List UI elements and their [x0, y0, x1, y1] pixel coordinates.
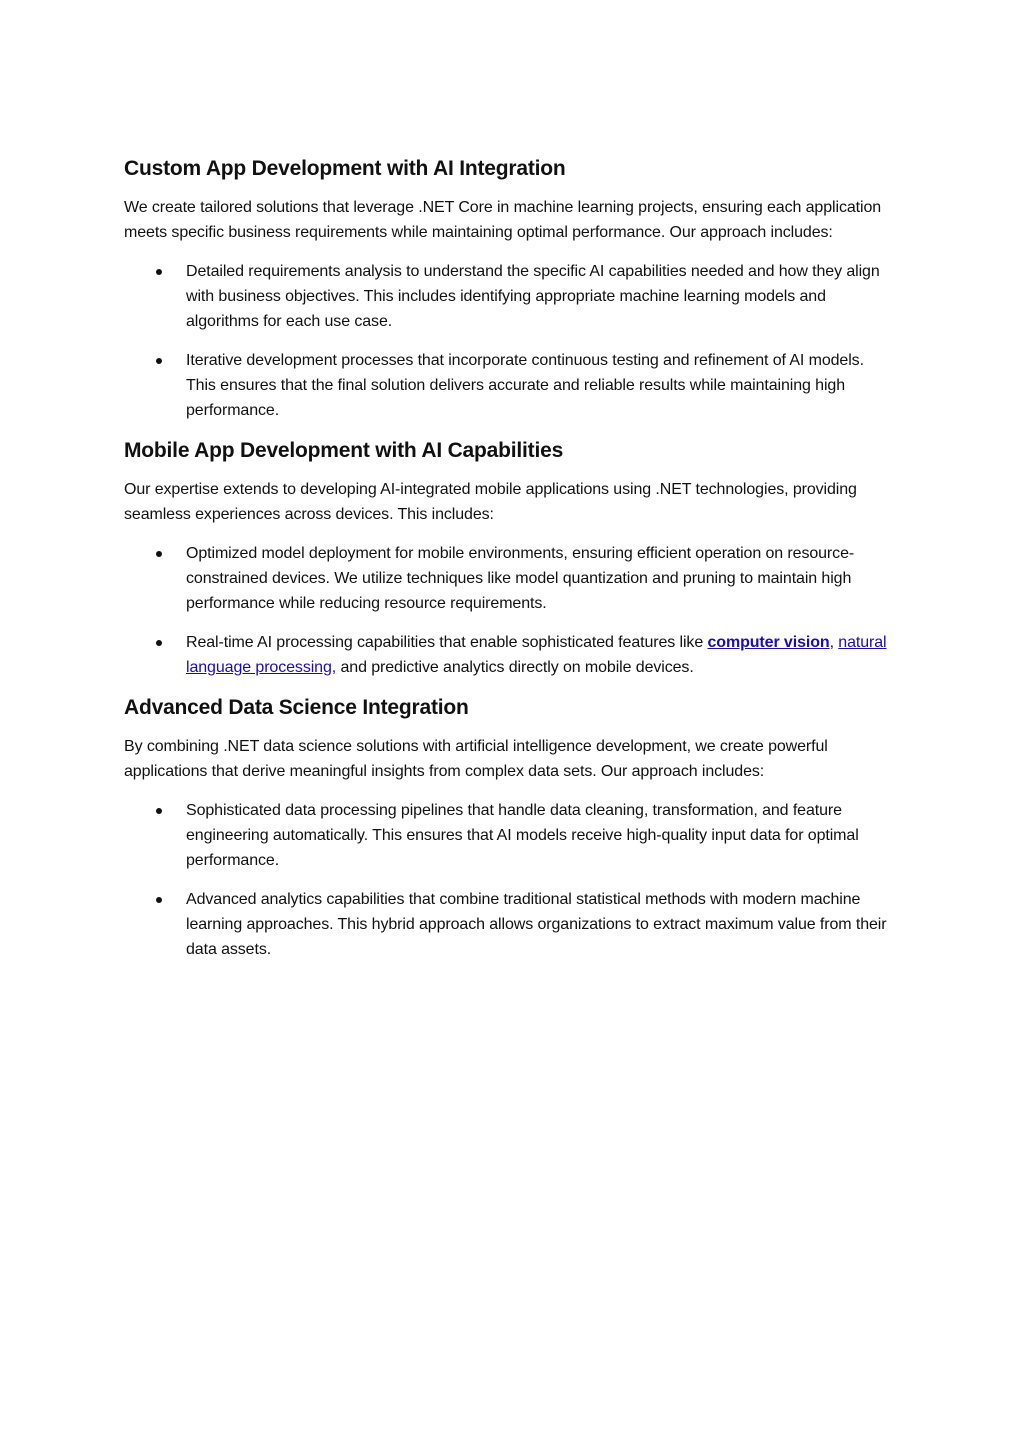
list-item — [124, 259, 896, 334]
section-heading: Mobile App Development with AI Capabilities — [124, 439, 564, 462]
list-item-text-after: and predictive analytics directly on mobile devices. — [336, 659, 694, 676]
bullet-list — [124, 541, 896, 680]
document-page — [124, 155, 896, 976]
bullet-icon — [156, 897, 162, 903]
list-item-text: Optimized model deployment for mobile environments, ensuring efficient operation on resource-constrained devices. We utilize techniques like model quantization and pruning to maintain high performance while reducing resource requirements. — [186, 545, 855, 612]
list-item-text: Detailed requirements analysis to understand the specific AI capabilities needed and how they align with business objectives. This includes identifying appropriate machine learning models and algorithms for each use case. — [186, 263, 880, 330]
bullet-icon — [156, 551, 162, 557]
bullet-icon — [156, 358, 162, 364]
section-intro: We create tailored solutions that leverage .NET Core in machine learning projects, ensuring each application meets specific business requirements while maintaining optimal performance. Our approach includes: — [124, 199, 882, 241]
list-item-text: Sophisticated data processing pipelines that handle data cleaning, transformation, and feature engineering automatically. This ensures that AI models receive high-quality input data for optimal performance. — [186, 802, 859, 869]
bullet-list — [124, 798, 896, 962]
list-item — [124, 887, 896, 962]
list-item — [124, 348, 896, 423]
list-item-text-before: Real-time AI processing capabilities that enable sophisticated features like — [186, 634, 708, 651]
section-data-science — [124, 694, 896, 962]
bullet-list — [124, 259, 896, 423]
section-intro: By combining .NET data science solutions with artificial intelligence development, we create powerful applications that derive meaningful insights from complex data sets. Our approach includes: — [124, 738, 828, 780]
list-item — [124, 798, 896, 873]
bullet-icon — [156, 808, 162, 814]
bullet-icon — [156, 640, 162, 646]
section-mobile-app — [124, 437, 896, 680]
list-item — [124, 541, 896, 616]
section-heading: Advanced Data Science Integration — [124, 696, 469, 719]
computer-vision-link[interactable]: computer vision — [707, 634, 830, 651]
list-item-text: Advanced analytics capabilities that combine traditional statistical methods with modern machine learning approaches. This hybrid approach allows organizations to extract maximum value from their data assets. — [186, 891, 887, 958]
section-intro: Our expertise extends to developing AI-integrated mobile applications using .NET technologies, providing seamless experiences across devices. This includes: — [124, 481, 857, 523]
list-item-text: Iterative development processes that incorporate continuous testing and refinement of AI models. This ensures that the final solution delivers accurate and reliable results while maintaining high performance. — [186, 352, 864, 419]
bullet-icon — [156, 269, 162, 275]
nlp-link[interactable]: natural language processing, — [186, 634, 887, 676]
link-separator: , — [829, 634, 839, 651]
list-item — [124, 630, 896, 680]
section-heading: Custom App Development with AI Integration — [124, 157, 566, 180]
section-custom-app — [124, 155, 896, 423]
